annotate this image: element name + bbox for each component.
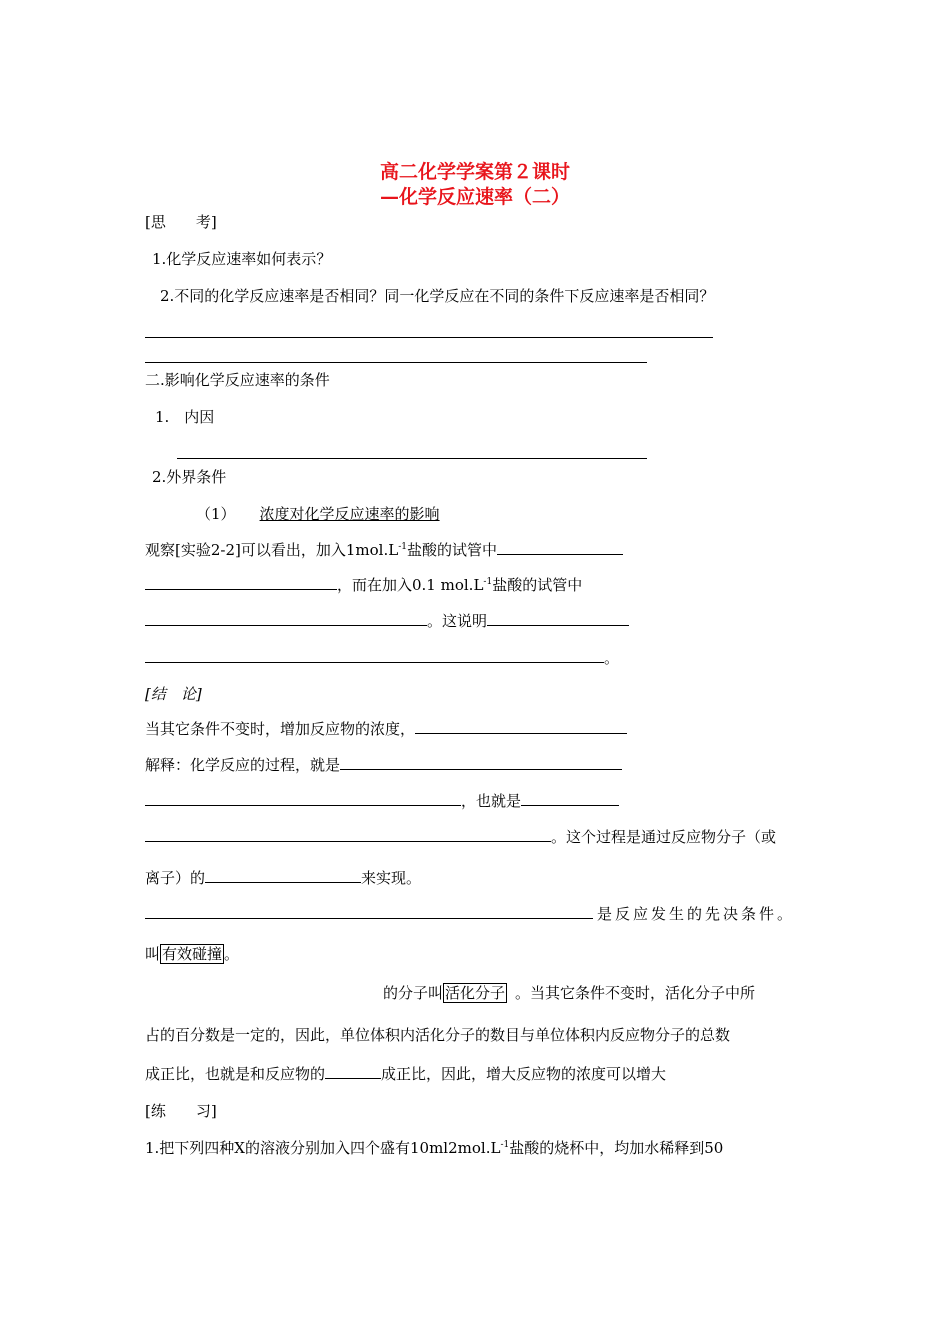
practice-text: 1.把下列四种X的溶液分别加入四个盛有10ml2mol.L	[145, 1139, 501, 1157]
practice-text: 盐酸的烧杯中，均加水稀释到50	[509, 1139, 724, 1157]
answer-line-1	[145, 337, 713, 338]
conclusion-line-9: 占的百分数是一定的，因此，单位体积内活化分子的数目与单位体积内反应物分子的总数	[145, 1026, 731, 1044]
term-effective-collision: 有效碰撞	[162, 945, 223, 963]
conclusion-text: 来实现。	[361, 869, 422, 887]
conclusion-text: ，也就是	[461, 792, 522, 810]
conclusion-line-4	[145, 826, 776, 848]
observe-para-3	[145, 610, 629, 632]
answer-line-2	[145, 362, 647, 363]
fill-blank[interactable]	[487, 610, 629, 626]
conclusion-text: 叫	[145, 945, 161, 963]
observe-text: 盐酸的试管中	[492, 576, 583, 594]
conclusion-text: 的分子叫	[383, 984, 444, 1002]
conclusion-line-2	[145, 754, 622, 776]
conclusion-line-6	[145, 903, 795, 925]
fill-blank[interactable]	[325, 1063, 381, 1079]
observe-text: 。	[604, 649, 620, 667]
fill-blank[interactable]	[340, 754, 622, 770]
conclusion-text: 成正比，也就是和反应物的	[145, 1065, 326, 1083]
fill-blank[interactable]	[145, 903, 593, 919]
fill-blank[interactable]	[145, 790, 461, 806]
superscript: -1	[398, 542, 407, 552]
conclusion-text: 当其它条件不变时，增加反应物的浓度，	[145, 720, 416, 738]
practice-header: [练 习]	[145, 1102, 217, 1120]
conclusion-text: 。当其它条件不变时，活化分子中所	[515, 984, 756, 1002]
conclusion-header: [结 论]	[145, 685, 202, 703]
conclusion-line-5	[145, 867, 421, 889]
conclusion-text: 。这个过程是通过反应物分子（或	[551, 828, 777, 846]
observe-text: 。这说明	[427, 612, 488, 630]
fill-blank[interactable]	[145, 610, 427, 626]
subitem-title: 浓度对化学反应速率的影响	[259, 505, 440, 523]
subitem-number: （1）	[196, 505, 236, 523]
conclusion-text: 离子）的	[145, 869, 206, 887]
title-line-2: —化学反应速率（二）	[379, 186, 570, 208]
practice-question-1	[145, 1137, 723, 1159]
fill-blank[interactable]	[145, 574, 337, 590]
superscript: -1	[500, 1140, 510, 1150]
conclusion-text: 解释：化学反应的过程，就是	[145, 756, 341, 774]
term-activated-molecule: 活化分子	[445, 984, 506, 1002]
observe-text: ，而在加入0.1 mol.L	[337, 576, 484, 594]
observe-text: 盐酸的试管中	[406, 541, 497, 559]
title-line-1: 高二化学学案第２课时	[379, 161, 570, 183]
think-question-1: 1.化学反应速率如何表示？	[152, 250, 332, 268]
observe-para-1	[145, 539, 623, 561]
observe-para-2	[145, 574, 582, 596]
superscript: -1	[483, 577, 493, 587]
fill-blank[interactable]	[497, 539, 623, 555]
item-internal-cause: 1. 内因	[155, 408, 215, 426]
section-2-header: 二.影响化学反应速率的条件	[145, 371, 330, 389]
fill-blank[interactable]	[205, 867, 361, 883]
conclusion-text: 是反应发生的先决条件。	[597, 905, 796, 923]
observe-text: 观察[实验2-2]可以看出，加入1mol.L	[145, 541, 399, 559]
item-external-conditions: 2.外界条件	[152, 468, 227, 486]
think-header: [思 考]	[145, 213, 217, 231]
conclusion-text: 。	[224, 945, 240, 963]
conclusion-text: 成正比，因此，增大反应物的浓度可以增大	[381, 1065, 667, 1083]
think-question-2: 2.不同的化学反应速率是否相同？同一化学反应在不同的条件下反应速率是否相同？	[160, 287, 715, 305]
observe-para-4	[145, 647, 619, 669]
fill-blank[interactable]	[145, 647, 604, 663]
conclusion-line-1	[145, 718, 627, 740]
conclusion-line-3	[145, 790, 619, 812]
answer-line-3	[177, 458, 647, 459]
conclusion-line-10	[145, 1063, 666, 1085]
fill-blank[interactable]	[415, 718, 627, 734]
fill-blank[interactable]	[145, 826, 551, 842]
conclusion-line-7	[145, 943, 239, 965]
fill-blank[interactable]	[521, 790, 619, 806]
conclusion-line-8	[383, 982, 755, 1004]
subitem-1	[196, 503, 440, 525]
